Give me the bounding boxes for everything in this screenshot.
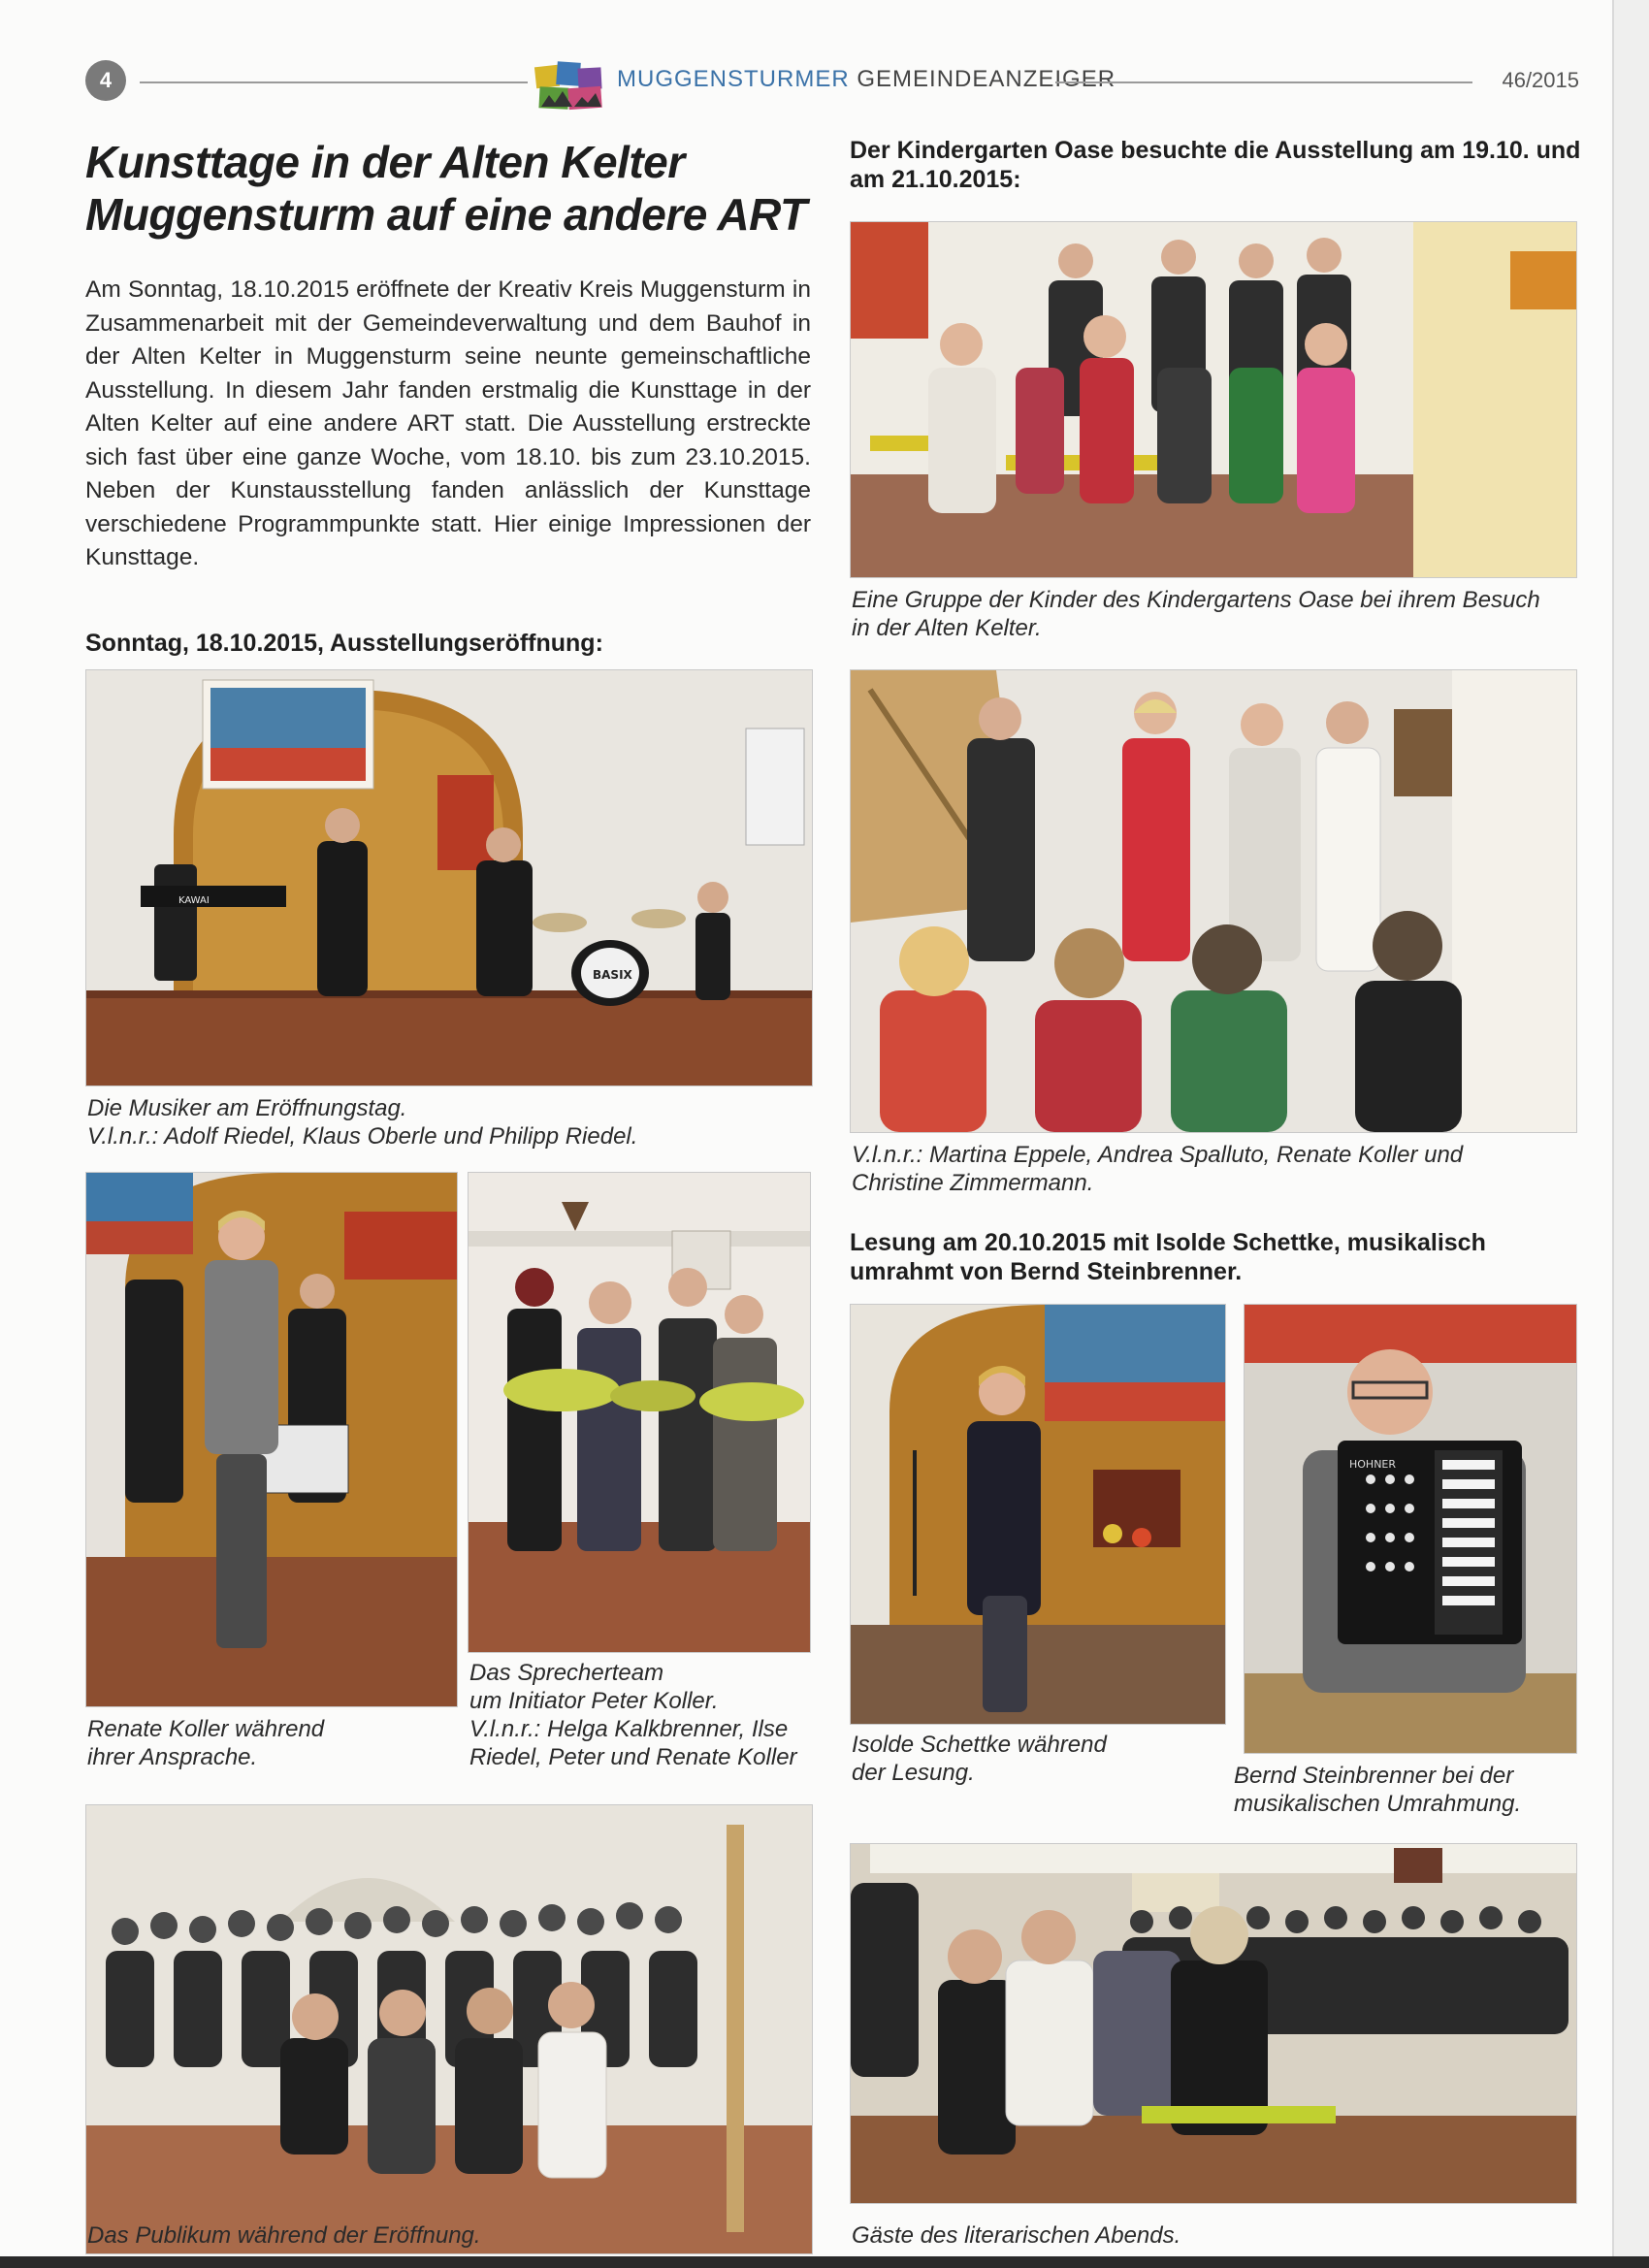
drum-brand: BASIX xyxy=(593,968,632,982)
accordion-brand: HOHNER xyxy=(1349,1458,1397,1471)
headline-line2: Muggensturm auf eine andere ART xyxy=(85,189,807,240)
caption-isolde xyxy=(852,1731,1224,1787)
caption-kids xyxy=(852,586,1585,642)
article-headline xyxy=(85,136,823,241)
caption-musicians xyxy=(87,1094,813,1150)
caption-team-line1: Das Sprecherteam xyxy=(469,1660,664,1686)
masthead-part1: MUGGENSTURMER xyxy=(617,66,850,92)
page-number-badge: 4 xyxy=(85,60,126,101)
photo-audience xyxy=(85,1804,813,2254)
headline-line1: Kunsttage in der Alten Kelter xyxy=(85,137,685,187)
article-lead: Am Sonntag, 18.10.2015 eröffnete der Kreativ Kreis Muggensturm in Zusammenarbeit mit der Gemeindeverwaltung und dem Bauhof in der Alten Kelter in Muggensturm seine neunte gemeinschaftliche Ausstellung. In diesem Jahr fanden erstmalig die Kunsttage in der Alten Kelter auf eine andere ART statt. Die Ausstellung erstreckte sich fast über eine ganze Woche, vom 18.10. bis zum 23.10.2015. Neben der Kunstausstellung fanden anlässlich der Kunsttage verschiedene Programmpunkte statt. Hier einige Impressionen der Kunsttage. xyxy=(85,276,811,570)
scan-margin xyxy=(1614,0,1649,2268)
caption-team-line2: um Initiator Peter Koller. xyxy=(469,1688,719,1714)
municipality-logo-icon xyxy=(534,58,609,114)
photo-teachers xyxy=(850,669,1577,1133)
caption-isolde-line2: der Lesung. xyxy=(852,1760,975,1786)
caption-renate-line1: Renate Koller während xyxy=(87,1716,325,1742)
photo-speaker-team xyxy=(468,1172,811,1653)
caption-team-line4: Riedel, Peter und Renate Koller xyxy=(469,1744,797,1770)
page-header xyxy=(85,58,1579,101)
masthead-title xyxy=(617,66,1116,93)
issue-number: 46/2015 xyxy=(1502,68,1579,92)
caption-renate-line2: ihrer Ansprache. xyxy=(87,1744,258,1770)
subhead-kindergarten: Der Kindergarten Oase besuchte die Ausstellung am 19.10. und am 21.10.2015: xyxy=(850,137,1581,193)
subhead-opening: Sonntag, 18.10.2015, Ausstellungseröffnung: xyxy=(85,630,603,657)
caption-teachers-line2: Christine Zimmermann. xyxy=(852,1170,1094,1196)
caption-kids-line2: in der Alten Kelter. xyxy=(852,615,1042,641)
scan-edge xyxy=(0,2256,1649,2268)
photo-kindergarten-kids xyxy=(850,221,1577,578)
caption-renate xyxy=(87,1715,456,1771)
caption-teachers xyxy=(852,1141,1585,1197)
photo-bernd-accordion xyxy=(1244,1304,1577,1754)
keyboard-brand: KAWAI xyxy=(178,895,210,906)
subhead-reading: Lesung am 20.10.2015 mit Isolde Schettke, musikalisch umrahmt von Bernd Steinbrenner. xyxy=(850,1229,1486,1285)
header-rule-right xyxy=(1055,81,1472,83)
caption-speaker-team xyxy=(469,1659,815,1771)
caption-kids-line1: Eine Gruppe der Kinder des Kindergartens Oase bei ihrem Besuch xyxy=(852,587,1540,613)
photo-isolde-reading xyxy=(850,1304,1226,1725)
photo-renate-speech xyxy=(85,1172,458,1707)
masthead-part2: GEMEINDEANZEIGER xyxy=(857,66,1116,92)
caption-bernd-line1: Bernd Steinbrenner bei der xyxy=(1234,1763,1514,1789)
caption-bernd xyxy=(1234,1762,1583,1818)
caption-bernd-line2: musikalischen Umrahmung. xyxy=(1234,1791,1522,1817)
header-rule-left xyxy=(140,81,528,83)
caption-audience: Das Publikum während der Eröffnung. xyxy=(87,2222,481,2249)
caption-teachers-line1: V.l.n.r.: Martina Eppele, Andrea Spalluto, Renate Koller und xyxy=(852,1142,1464,1168)
caption-team-line3: V.l.n.r.: Helga Kalkbrenner, Ilse xyxy=(469,1716,789,1742)
caption-guests: Gäste des literarischen Abends. xyxy=(852,2222,1181,2249)
photo-literary-guests xyxy=(850,1843,1577,2204)
caption-isolde-line1: Isolde Schettke während xyxy=(852,1732,1107,1758)
caption-musicians-line1: Die Musiker am Eröffnungstag. xyxy=(87,1095,407,1121)
photo-musicians xyxy=(85,669,813,1086)
caption-musicians-line2: V.l.n.r.: Adolf Riedel, Klaus Oberle und Philipp Riedel. xyxy=(87,1123,638,1150)
